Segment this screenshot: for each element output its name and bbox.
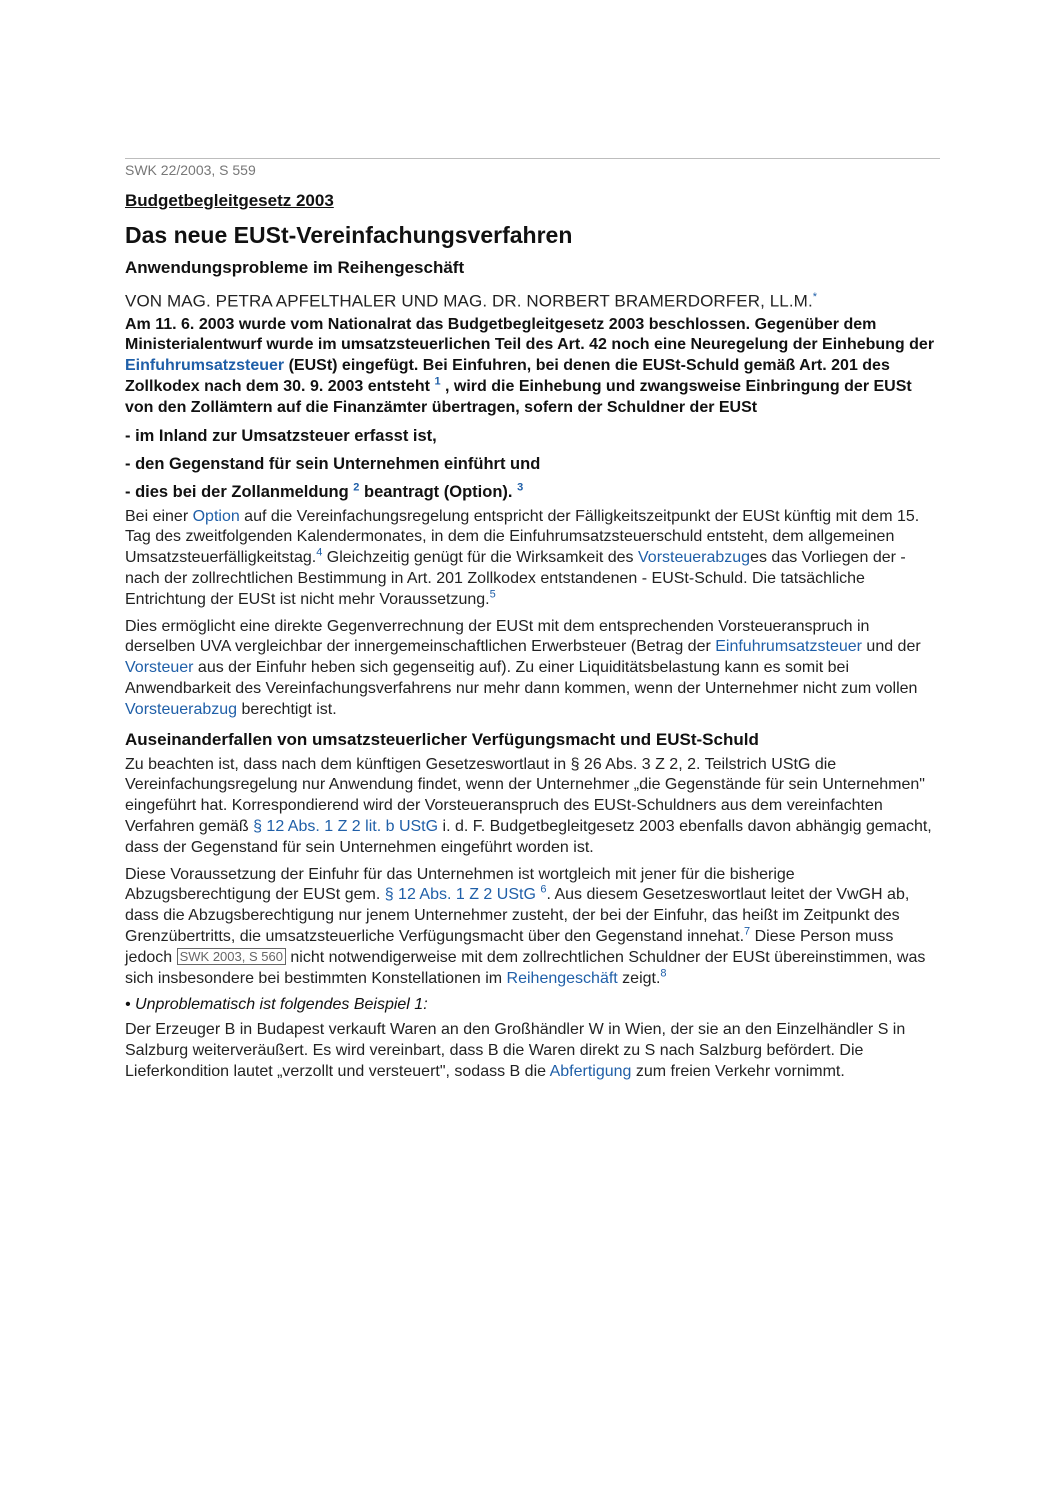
example-bullet: • Unproblematisch ist folgendes Beispiel 1: bbox=[125, 996, 428, 1014]
footnote-8-link[interactable]: 8 bbox=[660, 967, 667, 980]
condition-item-2: - den Gegenstand für sein Unternehmen einführt und bbox=[125, 454, 541, 473]
link-vorsteuerabzug[interactable]: Vorsteuerabzug bbox=[638, 549, 751, 567]
para1-text-3: Gleichzeitig genügt für die Wirksamkeit des bbox=[322, 549, 638, 567]
link-reihengeschaeft[interactable]: Reihengeschäft bbox=[506, 969, 618, 987]
authors-text: VON MAG. PETRA APFELTHALER UND MAG. DR. NORBERT BRAMERDORFER, LL.M. bbox=[125, 291, 813, 311]
lead-text-3: , wird die Einhebung und zwangsweise Einbringung der EUSt von den Zollämtern auf die Finanzämter übertragen, sofern der Schuldner der EUSt bbox=[125, 378, 912, 416]
paragraph-gesetzeswortlaut bbox=[125, 755, 940, 859]
link-einfuhrumsatzsteuer-2[interactable]: Einfuhrumsatzsteuer bbox=[715, 638, 862, 656]
link-abfertigung[interactable]: Abfertigung bbox=[549, 1062, 632, 1080]
para4-text-3: Diese Person muss jedoch bbox=[125, 927, 894, 966]
paragraph-option bbox=[125, 507, 940, 611]
condition-item-1: - im Inland zur Umsatzsteuer erfasst ist, bbox=[125, 426, 437, 445]
para5-text-2: zum freien Verkehr vornimmt. bbox=[631, 1062, 845, 1080]
para1-text-1: Bei einer bbox=[125, 507, 193, 525]
para1-text-4: es das Vorliegen der - nach der zollrechtlichen Bestimmung in Art. 201 Zollkodex entstandenen - EUSt-Schuld. Die tatsächliche Entrichtung der EUSt ist nicht mehr Voraussetzung. bbox=[125, 549, 906, 608]
para3-text-1: Zu beachten ist, dass nach dem künftigen Gesetzeswortlaut in § 26 Abs. 3 Z 2, 2. Teilstrich UStG die Vereinfachungsregelung nur Anwendung findet, wenn der Unternehmer „die Gegenstände für sein Unternehmen" eingeführt hat. Korrespondierend wird der Vorsteueranspruch des EUSt-Schuldners aus dem vereinfachten Verfahren gemäß bbox=[125, 755, 925, 835]
article-title: Das neue EUSt-Vereinfachungsverfahren bbox=[125, 222, 573, 248]
para2-text-3: aus der Einfuhr heben sich gegenseitig auf). Zu einer Liquiditätsbelastung kann es somit bei Anwendbarkeit des Vereinfachungsverfahrens nur mehr dann kommen, wenn der Unternehmer nicht zum vollen bbox=[125, 659, 918, 698]
link-12-abs-1-z2-lit-b[interactable]: § 12 Abs. 1 Z 2 lit. b UStG bbox=[253, 818, 439, 835]
paragraph-voraussetzung bbox=[125, 865, 940, 990]
para2-text-4: berechtigt ist. bbox=[237, 700, 337, 718]
condition-item-3-text-a: - dies bei der Zollanmeldung bbox=[125, 482, 354, 501]
footnote-2-link[interactable]: 2 bbox=[353, 481, 360, 494]
footnote-4-link[interactable]: 4 bbox=[316, 546, 323, 559]
lead-text-1: Am 11. 6. 2003 wurde vom Nationalrat das Budgetbegleitgesetz 2003 beschlossen. Gegenüber dem Ministerialentwurf wurde im umsatzsteuerlichen Teil des Art. 42 noch eine Neuregelung der Einhebung der bbox=[125, 315, 935, 354]
link-vorsteuerabzug-2[interactable]: Vorsteuerabzug bbox=[125, 700, 238, 718]
condition-item-3-text-b: beantragt (Option). bbox=[359, 482, 518, 501]
para4-text-5: zeigt. bbox=[617, 969, 661, 987]
para2-text-2: und der bbox=[861, 638, 921, 656]
authors-line bbox=[125, 286, 940, 313]
para4-text-4: nicht notwendigerweise mit dem zollrechtlichen Schuldner der EUSt übereinstimmen, was sich insbesondere bei bestimmten Konstellationen im bbox=[125, 948, 926, 987]
link-option[interactable]: Option bbox=[192, 507, 240, 525]
article-subtitle: Anwendungsprobleme im Reihengeschäft bbox=[125, 258, 465, 277]
footnote-3-link[interactable]: 3 bbox=[517, 481, 524, 494]
author-footnote-mark[interactable]: * bbox=[812, 291, 818, 303]
footnote-5-link[interactable]: 5 bbox=[489, 588, 496, 601]
footnote-1-link[interactable]: 1 bbox=[434, 375, 441, 388]
link-einfuhrumsatzsteuer[interactable]: Einfuhrumsatzsteuer bbox=[125, 357, 285, 375]
para2-text-1: Dies ermöglicht eine direkte Gegenverrechnung der EUSt mit dem entsprechenden Vorsteueranspruch in derselben UVA vergleichbar der innergemeinschaftlichen Erwerbsteuer (Betrag der bbox=[125, 617, 870, 656]
link-vorsteuer[interactable]: Vorsteuer bbox=[125, 659, 194, 677]
footnote-7-link[interactable]: 7 bbox=[744, 925, 751, 938]
para4-text-2: . Aus diesem Gesetzeswortlaut leitet der VwGH ab, dass die Abzugsberechtigung nur jenem Unternehmer zusteht, der bei der Einfuhr, das heißt im Zeitpunkt des Grenzübertritts, die umsatzsteuerliche Verfügungsmacht über den Gegenstand innehat. bbox=[125, 886, 910, 945]
paragraph-gegenverrechnung bbox=[125, 617, 940, 721]
para4-text-1: Diese Voraussetzung der Einfuhr für das Unternehmen ist wortgleich mit jener für die bisherige Abzugsberechtigung der EUSt gem. bbox=[125, 865, 795, 904]
para5-text-1: Der Erzeuger B in Budapest verkauft Waren an den Großhändler W in Wien, der sie an den Einzelhändler S in Salzburg weiterveräußert. Es wird vereinbart, dass B die Waren direkt zu S nach Salzburg befördert. Die Lieferkondition lautet „verzollt und versteuert", sodass B die bbox=[125, 1021, 906, 1080]
rubric-heading: Budgetbegleitgesetz 2003 bbox=[125, 191, 334, 210]
footnote-6-link[interactable]: 6 bbox=[540, 884, 547, 897]
para1-text-2: auf die Vereinfachungsregelung entspricht der Fälligkeitszeitpunkt der EUSt künftig mit dem 15. Tag des zweitfolgenden Kalendermonates, in dem die Einfuhrumsatzsteuerschuld entsteht, dem allgemeinen Umsatzsteuerfälligkeitstag. bbox=[125, 507, 920, 567]
lead-paragraph bbox=[125, 315, 940, 419]
para3-text-2: i. d. F. Budgetbegleitgesetz 2003 ebenfalls davon abhängig gemacht, dass der Gegenstand für sein Unternehmen eingeführt worden ist. bbox=[125, 818, 932, 856]
section-heading: Auseinanderfallen von umsatzsteuerlicher Verfügungsmacht und EUSt-Schuld bbox=[125, 729, 759, 749]
link-12-abs-1-z2[interactable]: § 12 Abs. 1 Z 2 UStG bbox=[384, 886, 536, 904]
condition-item-3 bbox=[125, 481, 940, 503]
lead-text-2: (EUSt) eingefügt. Bei Einfuhren, bei denen die EUSt-Schuld gemäß Art. 201 des Zollkodex nach dem 30. 9. 2003 entsteht bbox=[125, 357, 890, 396]
paragraph-beispiel bbox=[125, 1020, 940, 1082]
source-reference: SWK 22/2003, S 559 bbox=[125, 158, 940, 178]
page-reference-box: SWK 2003, S 560 bbox=[177, 948, 286, 965]
document-page bbox=[125, 158, 940, 1089]
